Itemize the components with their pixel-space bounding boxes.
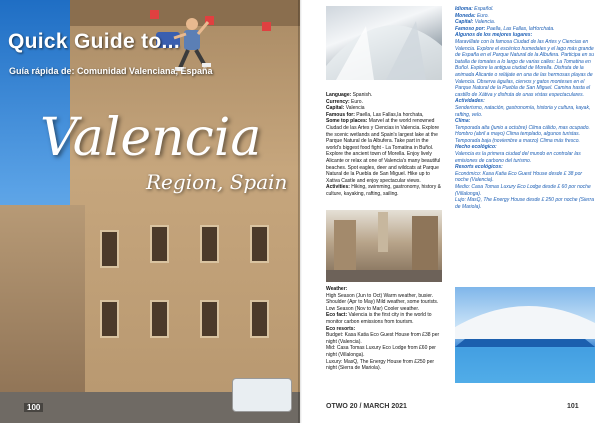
guide-title: Quick Guide to... bbox=[8, 30, 180, 53]
city-title: Valencia bbox=[40, 108, 262, 168]
top-places-value: Marvel at the world renowned Ciudad de las Artes y Ciencias in Valencia. Explore the scenic wetlands and Spain's largest lake at the Parque Natural de la Albufera. Take part in the world's biggest food fight - La Tomatina in Buñol. Explore the ancient town of Morella. Enjoy lively Alicante or relax at one of Valencia's many beautiful beaches. Spot eagles, deer and wildcats at Parque Natural de la Puebla de San Miguel. Hike up to Xativa Castle and enjoy spectacular views. bbox=[326, 118, 441, 184]
window bbox=[100, 230, 119, 268]
hecho-value: Valencia es la primera ciudad del mundo en controlar las emisiones de carbono del turismo. bbox=[455, 151, 581, 164]
window bbox=[150, 225, 169, 263]
architecture-graphic bbox=[326, 6, 442, 80]
street-graphic bbox=[326, 210, 442, 282]
capital-es-value: Valencia. bbox=[474, 19, 496, 26]
budget-resort: Kasa Katia Eco Guest House from £38 per night (Valencia). bbox=[326, 332, 440, 345]
lugares-value: Maravíllate con la famosa Ciudad de las Artes y Ciencias en Valencia. Explore el escénico humedales y el lago más grande de España en el Parque Natural de la Albufera. Participa en su batalla de tomates a lo largo de varias calles: La Tomatina en Buñol. Explore la antigua ciudad de Morella. Disfruta de la animada Alicante o relájate en una de las hermosas playas de Valencia. Observa águilas, ciervos y gatos monteses en el Parque Natural de la Puebla de San Miguel. Camina hasta el castillo de Xátiva y disfruta de unas vistas espectaculares. bbox=[455, 38, 595, 98]
spanish-info-block: Idioma: Español. Moneda: Euro. Capital: Valencia. Famoso por: Paella, Las Fallas, laHorchata. Algunos de los mejores lugares: Maravíllate con la famosa Ciudad de las Artes y Ciencias en Valencia. Explore el escénico humedales y el lago más grande de España en el Parque Natural de la Albufera. Participa en su batalla de tomates a lo largo de varias calles: La Tomatina en Buñol. Explore la antigua ciudad de Morella. Disfruta de la animada Alicante o relájate en una de las hermosas playas de Valencia. Observa águilas, ciervos y gatos monteses en el Parque Natural de la Puebla de San Miguel. Camina hasta el castillo de Xátiva y disfruta de unas vistas espectaculares. Actividades: Senderismo, natación, gastronomía, historia y cultura, kayak, rafting, velo. Clima: Temporada alta (junio a octubre) Clima cálido, mas ocupado. Hombro (abril a mayo) Clima templado, algunos turistas. Temporada baja (noviembre a marzo) Clima más fresco. Hecho ecológico: Valencia es la primera ciudad del mundo en controlar las emisiones de carbono del turismo. Resorts ecológicos: Económico: Kasa Katia Eco Guest House desde £ 38 por noche (Valencia). Medio: Casa Tomas Luxury Eco Lodge desde £ 60 por noche (Villalonga). Lujo: MasQ, The Energy House desde £ 250 por noche (Sierra de Mariola). bbox=[455, 6, 595, 210]
city-of-arts-photo bbox=[326, 6, 442, 80]
window bbox=[250, 300, 269, 338]
medio-value: Casa Tomas Luxury Eco Lodge desde £ 60 por noche (Villalonga). bbox=[455, 184, 591, 197]
english-weather-eco-block: Weather: High Season (Jun to Oct) Warm weather, busier. Shoulder (Apr to May) Mild weather, some tourists. Low Season (Nov to Mar) Cooler weather. Eco fact: Valencia is the first city in the world to monitor carbon emissions from tourism. Eco resorts: Budget: Kasa Katia Eco Guest House from £38 per night (Valencia). Mid: Casa Tomas Luxury Eco Lodge from £60 per night (Villalonga). Luxury: MasQ, The Energy House from £250 per night (Sierra de Mariola). bbox=[326, 286, 444, 372]
actividades-value: Senderismo, natación, gastronomía, historia y cultura, kayak, rafting, velo. bbox=[455, 104, 591, 118]
idioma-value: Español. bbox=[474, 6, 494, 12]
eco-resorts-label: Eco resorts: bbox=[326, 325, 356, 332]
activities-value: Hiking, swimming, gastronomy, history & culture, kayaking, rafting, sailing. bbox=[326, 184, 441, 197]
moneda-value: Euro. bbox=[476, 12, 489, 19]
page-number-left: 100 bbox=[24, 403, 43, 412]
famoso-value: Paella, Las Fallas, laHorchata. bbox=[486, 25, 555, 32]
region-title: Region, Spain bbox=[146, 170, 288, 194]
weather-label: Weather: bbox=[326, 286, 348, 292]
issue-footer: OTWO 20 / MARCH 2021 bbox=[326, 403, 407, 410]
language-value: Spanish. bbox=[352, 92, 373, 98]
reflecting-pool-photo bbox=[455, 287, 595, 383]
eco-fact-value: Valencia is the first city in the world to monitor carbon emissions from tourism. bbox=[326, 312, 432, 325]
economico-value: Kasa Katia Eco Guest House desde £ 38 por noche (Valencia). bbox=[455, 170, 583, 184]
weather-value: High Season (Jun to Oct) Warm weather, busier. Shoulder (Apr to May) Mild weather, some tourists. Low Season (Nov to Mar) Cooler weather. bbox=[326, 292, 439, 312]
street-photo bbox=[326, 210, 442, 282]
english-info-block: Language: Spanish. Currency: Euro. Capital: Valencia Famous for: Paella, Las Fallas,Ia horchata, Some top places: Marvel at the world renowned Ciudad de las Artes y Ciencias in Valencia. Explore the scenic wetlands and Spain's largest lake at the Parque Natural de la Albufera. Take part in the world's biggest food fight - La Tomatina in Buñol. Explore the ancient town of Morella. Enjoy lively Alicante or relax at one of Valencia's many beautiful beaches. Spot eagles, deer and wildcats at Parque Natural de la Puebla de San Miguel. Hike up to Xativa Castle and enjoy spectacular views. Activities: Hiking, swimming, gastronomy, history & culture, kayaking, rafting, sailing. bbox=[326, 92, 441, 197]
window bbox=[100, 300, 119, 338]
van-image bbox=[232, 378, 292, 412]
window bbox=[200, 300, 219, 338]
guide-subtitle: Guía rápida de: Comunidad Valenciana, España bbox=[9, 66, 213, 76]
window bbox=[150, 300, 169, 338]
flag-icon bbox=[262, 22, 271, 31]
pool-graphic bbox=[455, 287, 595, 383]
famous-for-value: Paella, Las Fallas,Ia horchata, bbox=[356, 111, 424, 118]
page-number-right: 101 bbox=[567, 403, 579, 410]
info-page bbox=[302, 0, 600, 423]
window bbox=[250, 225, 269, 263]
currency-value: Euro. bbox=[351, 98, 363, 105]
lujo-value: MasQ, The Energy House desde £ 250 por noche (Sierra de Mariola). bbox=[455, 197, 594, 210]
luxury-resort: MasQ, The Energy House from £250 per night (Sierra de Mariola). bbox=[326, 358, 435, 372]
window bbox=[200, 225, 219, 263]
capital-value: Valencia bbox=[345, 105, 365, 112]
clima-value: Temporada alta (junio a octubre) Clima cálido, mas ocupado. Hombro (abril a mayo) Clima templado, algunos turistas. Temporada baja (noviembre a marzo) Clima más fresco. bbox=[455, 124, 590, 144]
side-building-image bbox=[0, 205, 85, 423]
mid-resort: Casa Tomas Luxury Eco Lodge from £60 per night (Villalonga). bbox=[326, 345, 436, 358]
